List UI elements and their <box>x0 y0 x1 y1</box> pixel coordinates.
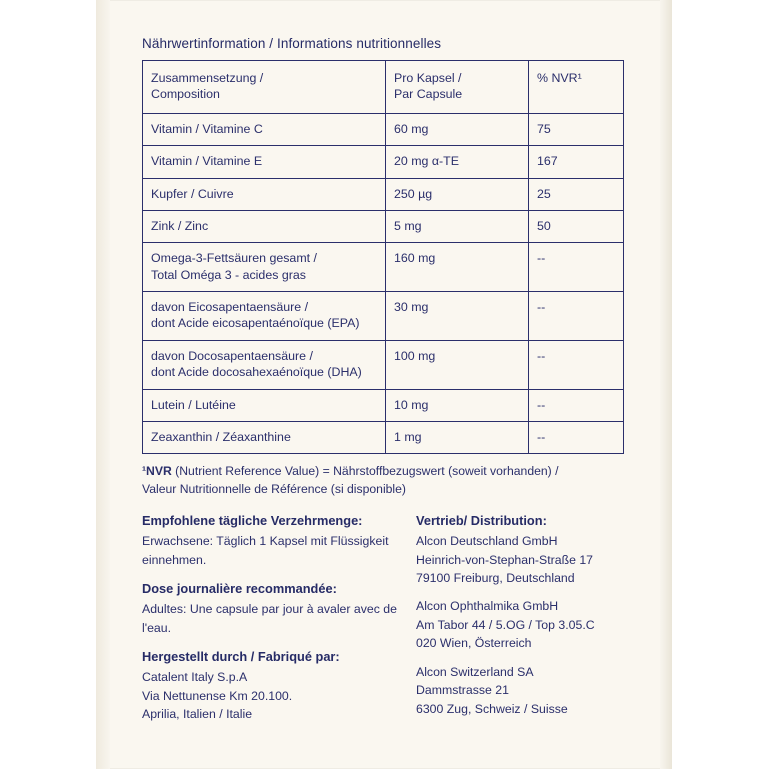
intake-text-de <box>142 532 404 569</box>
table-header-row <box>143 61 624 114</box>
header-per-capsule <box>386 61 529 114</box>
intake-text-fr <box>142 600 404 637</box>
nutrient-name-line1: davon Eicosapentaensäure / <box>151 300 309 314</box>
manufacturer-line2: Via Nettunense Km 20.100. <box>142 688 293 703</box>
distribution-title: Vertrieb/ Distribution: <box>416 512 547 528</box>
row-nutrient-name <box>143 210 386 242</box>
row-amount: 60 mg <box>386 113 529 145</box>
nutrient-name-line1: davon Docosapentaensäure / <box>151 348 313 363</box>
header-composition-line2: Composition <box>151 87 220 102</box>
distributor-address-germany <box>416 532 632 587</box>
distributor-at-line3: 020 Wien, Österreich <box>416 636 532 651</box>
manufacturer-line3: Aprilia, Italien / Italie <box>142 707 253 722</box>
row-amount: 5 mg <box>386 210 529 242</box>
row-nutrient-name <box>143 292 386 341</box>
row-nvr: -- <box>529 340 624 389</box>
table-row <box>143 178 624 210</box>
row-nvr: -- <box>529 243 624 292</box>
row-nutrient-name <box>143 340 386 389</box>
footnote-line1: (Nutrient Reference Value) = Nährstoffbezugswert (soweit vorhanden) / <box>171 464 559 479</box>
row-amount: 160 mg <box>386 243 529 292</box>
row-nutrient-name <box>143 178 386 210</box>
manufacturer-line1: Catalent Italy S.p.A <box>142 670 248 685</box>
nutrient-name-line2: dont Acide eicosapentaénoïque (EPA) <box>151 316 360 331</box>
footnote-line2: Valeur Nutritionnelle de Référence (si disponible) <box>142 481 406 496</box>
label-content <box>142 36 632 735</box>
table-row <box>143 146 624 178</box>
distributor-de-line1: Alcon Deutschland GmbH <box>416 534 558 549</box>
intake-text-fr-line1: Adultes: Une capsule par jour à avaler avec de l'eau. <box>142 602 397 635</box>
table-row <box>143 113 624 145</box>
table-row <box>143 340 624 389</box>
table-row <box>143 292 624 341</box>
row-nutrient-name <box>143 421 386 453</box>
distributor-de-line3: 79100 Freiburg, Deutschland <box>416 571 575 586</box>
nutrient-name-line1: Vitamin / Vitamine C <box>151 121 263 136</box>
distributor-ch-line1: Alcon Switzerland SA <box>416 664 534 679</box>
header-composition <box>143 61 386 114</box>
row-nutrient-name <box>143 389 386 421</box>
row-amount: 10 mg <box>386 389 529 421</box>
row-amount: 100 mg <box>386 340 529 389</box>
nutrient-name-line1: Lutein / Lutéine <box>151 397 236 412</box>
row-nutrient-name <box>143 146 386 178</box>
manufacturer-address <box>142 668 404 723</box>
table-row <box>143 210 624 242</box>
header-composition-line1: Zusammensetzung / <box>151 71 264 85</box>
background-right <box>672 0 768 769</box>
footnote-marker: ¹NVR <box>142 464 172 479</box>
manufacturer-title: Hergestellt durch / Fabriqué par: <box>142 649 340 665</box>
row-nvr: -- <box>529 389 624 421</box>
header-per-capsule-line1: Pro Kapsel / <box>394 71 462 85</box>
nutrition-heading: Nährwertinformation / Informations nutritionnelles <box>142 36 442 51</box>
intake-text-de-line2: einnehmen. <box>142 552 207 567</box>
carton-edge-left <box>96 0 110 769</box>
distributor-ch-line2: Dammstrasse 21 <box>416 683 509 698</box>
nutrition-table <box>142 60 624 454</box>
info-columns <box>142 512 632 735</box>
intake-title-de: Empfohlene tägliche Verzehrmenge: <box>142 512 363 528</box>
row-nvr: 167 <box>529 146 624 178</box>
distributor-ch-line3: 6300 Zug, Schweiz / Suisse <box>416 701 568 716</box>
row-nvr: -- <box>529 421 624 453</box>
distributor-de-line2: Heinrich-von-Stephan-Straße 17 <box>416 552 594 567</box>
left-column <box>142 512 416 735</box>
distributor-at-line1: Alcon Ophthalmika GmbH <box>416 599 559 614</box>
row-nutrient-name <box>143 113 386 145</box>
row-amount: 20 mg α-TE <box>386 146 529 178</box>
intake-text-de-line1: Erwachsene: Täglich 1 Kapsel mit Flüssigkeit <box>142 534 389 549</box>
row-nvr: 25 <box>529 178 624 210</box>
right-column <box>416 512 632 735</box>
row-nvr: 50 <box>529 210 624 242</box>
nutrient-name-line1: Zeaxanthin / Zéaxanthine <box>151 429 291 444</box>
row-amount: 30 mg <box>386 292 529 341</box>
row-amount: 250 µg <box>386 178 529 210</box>
nutrient-name-line1: Omega-3-Fettsäuren gesamt / <box>151 251 317 266</box>
intake-title-fr: Dose journalière recommandée: <box>142 581 337 597</box>
nutrient-name-line1: Zink / Zinc <box>151 218 209 233</box>
table-row <box>143 421 624 453</box>
table-row <box>143 243 624 292</box>
header-nvr <box>529 61 624 114</box>
nvr-footnote <box>142 463 612 498</box>
nutrient-name-line2: dont Acide docosahexaénoïque (DHA) <box>151 365 362 380</box>
row-nvr: 75 <box>529 113 624 145</box>
nutrient-name-line1: Vitamin / Vitamine E <box>151 154 263 169</box>
header-nvr-line1: % NVR¹ <box>537 71 582 85</box>
row-nutrient-name <box>143 243 386 292</box>
row-nvr: -- <box>529 292 624 341</box>
background-left <box>0 0 96 769</box>
nutrient-name-line1: Kupfer / Cuivre <box>151 186 234 201</box>
row-amount: 1 mg <box>386 421 529 453</box>
table-row <box>143 389 624 421</box>
nutrient-name-line2: Total Oméga 3 - acides gras <box>151 267 306 282</box>
distributor-address-switzerland <box>416 663 632 718</box>
distributor-address-austria <box>416 597 632 652</box>
carton-edge-right <box>660 0 672 769</box>
header-per-capsule-line2: Par Capsule <box>394 87 463 102</box>
distributor-at-line2: Am Tabor 44 / 5.OG / Top 3.05.C <box>416 617 595 632</box>
